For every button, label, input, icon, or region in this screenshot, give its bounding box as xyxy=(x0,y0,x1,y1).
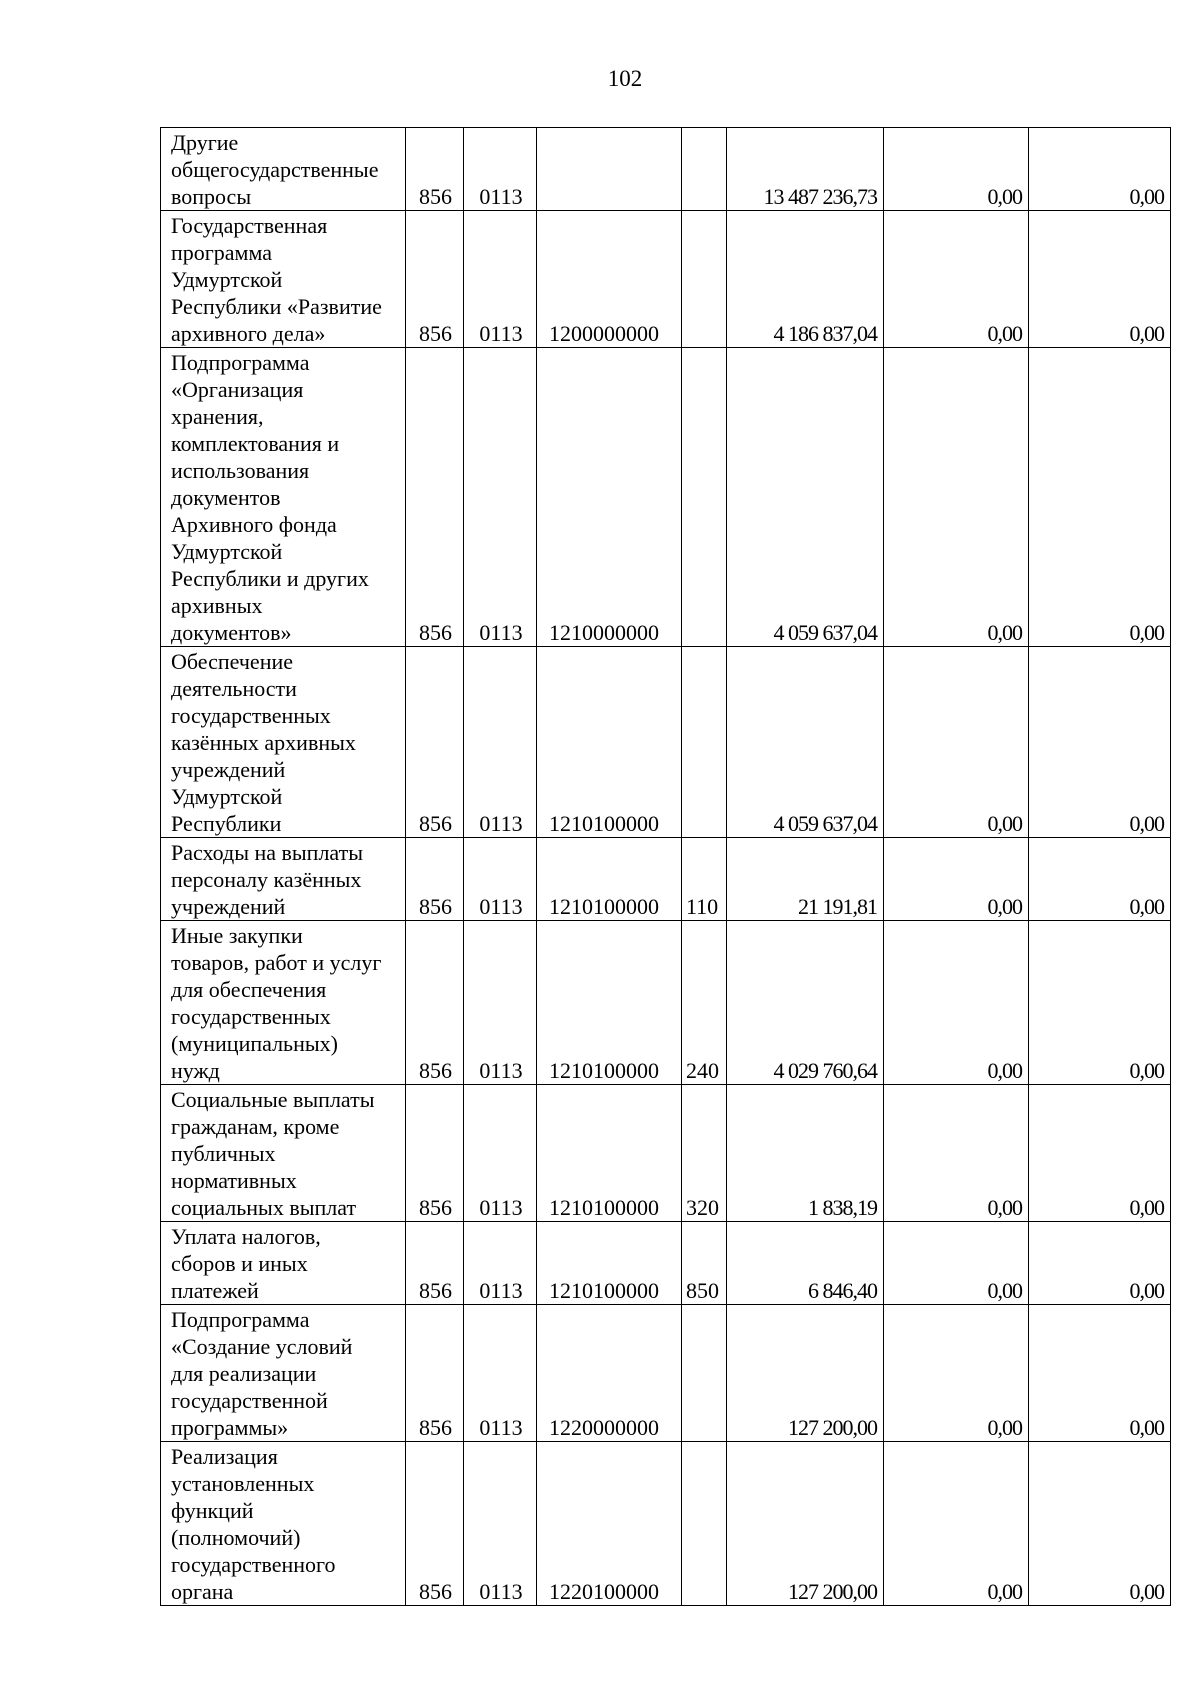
expense-type-code xyxy=(682,647,727,838)
target-article-code: 1210100000 xyxy=(537,838,682,921)
row-name xyxy=(161,128,406,211)
expense-type-code: 850 xyxy=(682,1222,727,1305)
row-name xyxy=(161,348,406,647)
row-name-line: сборов и иных xyxy=(171,1251,308,1276)
row-name xyxy=(161,921,406,1085)
row-name-line: для реализации xyxy=(171,1361,317,1386)
ved-code: 856 xyxy=(406,348,464,647)
row-name-line: Реализация xyxy=(171,1444,278,1469)
table-row xyxy=(161,128,1171,211)
section-code: 0113 xyxy=(464,838,537,921)
ved-code: 856 xyxy=(406,1085,464,1222)
row-name-line: использования xyxy=(171,458,310,483)
amount-year-1: 127 200,00 xyxy=(727,1305,884,1442)
row-name-line: архивных xyxy=(171,593,263,618)
row-name-line: функций xyxy=(171,1498,254,1523)
row-name-line: для обеспечения xyxy=(171,977,327,1002)
table-row xyxy=(161,211,1171,348)
row-name-line: органа xyxy=(171,1579,234,1604)
row-name-line: платежей xyxy=(171,1278,259,1303)
row-name-line: установленных xyxy=(171,1471,315,1496)
row-name-line: государственной xyxy=(171,1388,328,1413)
expense-type-code xyxy=(682,211,727,348)
expense-type-code xyxy=(682,1305,727,1442)
row-name-line: Иные закупки xyxy=(171,923,303,948)
row-name-line: Подпрограмма xyxy=(171,1307,310,1332)
row-name-line: учреждений xyxy=(171,894,286,919)
amount-year-2: 0,00 xyxy=(884,1442,1029,1606)
row-name-line: учреждений xyxy=(171,757,286,782)
amount-year-1: 6 846,40 xyxy=(727,1222,884,1305)
table-row xyxy=(161,1442,1171,1606)
row-name xyxy=(161,838,406,921)
section-code: 0113 xyxy=(464,921,537,1085)
row-name xyxy=(161,1442,406,1606)
expense-type-code: 320 xyxy=(682,1085,727,1222)
row-name-line: Другие xyxy=(171,130,239,155)
row-name-line: Республики xyxy=(171,811,282,836)
row-name-line: Удмуртской xyxy=(171,539,283,564)
ved-code: 856 xyxy=(406,1222,464,1305)
amount-year-3: 0,00 xyxy=(1029,348,1171,647)
table-row xyxy=(161,838,1171,921)
row-name-line: хранения, xyxy=(171,404,264,429)
expense-type-code: 240 xyxy=(682,921,727,1085)
amount-year-3: 0,00 xyxy=(1029,211,1171,348)
row-name-line: публичных xyxy=(171,1141,276,1166)
amount-year-1: 21 191,81 xyxy=(727,838,884,921)
ved-code: 856 xyxy=(406,128,464,211)
amount-year-3: 0,00 xyxy=(1029,128,1171,211)
row-name xyxy=(161,1305,406,1442)
target-article-code xyxy=(537,128,682,211)
amount-year-2: 0,00 xyxy=(884,128,1029,211)
section-code: 0113 xyxy=(464,1305,537,1442)
amount-year-3: 0,00 xyxy=(1029,1222,1171,1305)
table-row xyxy=(161,1222,1171,1305)
row-name xyxy=(161,1085,406,1222)
amount-year-3: 0,00 xyxy=(1029,921,1171,1085)
target-article-code: 1220000000 xyxy=(537,1305,682,1442)
row-name-line: нужд xyxy=(171,1058,220,1083)
table-row xyxy=(161,1085,1171,1222)
amount-year-1: 1 838,19 xyxy=(727,1085,884,1222)
expense-type-code: 110 xyxy=(682,838,727,921)
row-name-line: Расходы на выплаты xyxy=(171,840,364,865)
ved-code: 856 xyxy=(406,1305,464,1442)
row-name-line: Подпрограмма xyxy=(171,350,310,375)
row-name-line: Архивного фонда xyxy=(171,512,337,537)
row-name-line: нормативных xyxy=(171,1168,297,1193)
amount-year-2: 0,00 xyxy=(884,1222,1029,1305)
section-code: 0113 xyxy=(464,211,537,348)
row-name-line: товаров, работ и услуг xyxy=(171,950,382,975)
amount-year-2: 0,00 xyxy=(884,348,1029,647)
row-name-line: документов xyxy=(171,485,281,510)
target-article-code: 1210100000 xyxy=(537,647,682,838)
amount-year-2: 0,00 xyxy=(884,647,1029,838)
target-article-code: 1200000000 xyxy=(537,211,682,348)
table-body xyxy=(161,128,1171,1606)
expense-type-code xyxy=(682,1442,727,1606)
target-article-code: 1210000000 xyxy=(537,348,682,647)
amount-year-3: 0,00 xyxy=(1029,1305,1171,1442)
amount-year-1: 127 200,00 xyxy=(727,1442,884,1606)
row-name-line: Государственная xyxy=(171,213,328,238)
section-code: 0113 xyxy=(464,1085,537,1222)
section-code: 0113 xyxy=(464,1222,537,1305)
amount-year-2: 0,00 xyxy=(884,838,1029,921)
row-name-line: государственных xyxy=(171,703,331,728)
row-name-line: государственных xyxy=(171,1004,331,1029)
amount-year-2: 0,00 xyxy=(884,1305,1029,1442)
row-name-line: документов» xyxy=(171,620,292,645)
table-row xyxy=(161,348,1171,647)
expense-type-code xyxy=(682,128,727,211)
target-article-code: 1220100000 xyxy=(537,1442,682,1606)
expense-type-code xyxy=(682,348,727,647)
section-code: 0113 xyxy=(464,1442,537,1606)
section-code: 0113 xyxy=(464,647,537,838)
amount-year-1: 4 186 837,04 xyxy=(727,211,884,348)
table-row xyxy=(161,647,1171,838)
row-name-line: (муниципальных) xyxy=(171,1031,338,1056)
page-number: 102 xyxy=(607,66,643,91)
table-row xyxy=(161,921,1171,1085)
row-name-line: «Создание условий xyxy=(171,1334,353,1359)
ved-code: 856 xyxy=(406,1442,464,1606)
amount-year-3: 0,00 xyxy=(1029,1442,1171,1606)
target-article-code: 1210100000 xyxy=(537,921,682,1085)
row-name-line: казённых архивных xyxy=(171,730,356,755)
row-name-line: Удмуртской xyxy=(171,784,283,809)
row-name-line: Социальные выплаты xyxy=(171,1087,375,1112)
section-code: 0113 xyxy=(464,128,537,211)
row-name-line: персоналу казённых xyxy=(171,867,362,892)
ved-code: 856 xyxy=(406,838,464,921)
amount-year-1: 4 029 760,64 xyxy=(727,921,884,1085)
row-name-line: «Организация xyxy=(171,377,304,402)
row-name-line: архивного дела» xyxy=(171,321,326,346)
row-name-line: Республики и других xyxy=(171,566,369,591)
row-name-line: Удмуртской xyxy=(171,267,283,292)
row-name xyxy=(161,647,406,838)
amount-year-2: 0,00 xyxy=(884,211,1029,348)
amount-year-3: 0,00 xyxy=(1029,838,1171,921)
amount-year-3: 0,00 xyxy=(1029,647,1171,838)
amount-year-1: 4 059 637,04 xyxy=(727,348,884,647)
row-name-line: гражданам, кроме xyxy=(171,1114,340,1139)
row-name-line: программа xyxy=(171,240,273,265)
row-name-line: государственного xyxy=(171,1552,336,1577)
amount-year-2: 0,00 xyxy=(884,1085,1029,1222)
amount-year-2: 0,00 xyxy=(884,921,1029,1085)
ved-code: 856 xyxy=(406,921,464,1085)
row-name-line: (полномочий) xyxy=(171,1525,301,1550)
row-name-line: общегосударственные xyxy=(171,157,379,182)
row-name-line: Обеспечение xyxy=(171,649,293,674)
row-name-line: вопросы xyxy=(171,184,252,209)
table-row xyxy=(161,1305,1171,1442)
row-name-line: социальных выплат xyxy=(171,1195,357,1220)
amount-year-1: 4 059 637,04 xyxy=(727,647,884,838)
row-name-line: комплектования и xyxy=(171,431,340,456)
row-name-line: Уплата налогов, xyxy=(171,1224,321,1249)
budget-table xyxy=(160,127,1171,1606)
target-article-code: 1210100000 xyxy=(537,1222,682,1305)
amount-year-3: 0,00 xyxy=(1029,1085,1171,1222)
row-name-line: программы» xyxy=(171,1415,289,1440)
ved-code: 856 xyxy=(406,211,464,348)
row-name xyxy=(161,1222,406,1305)
ved-code: 856 xyxy=(406,647,464,838)
amount-year-1: 13 487 236,73 xyxy=(727,128,884,211)
section-code: 0113 xyxy=(464,348,537,647)
row-name-line: деятельности xyxy=(171,676,297,701)
row-name xyxy=(161,211,406,348)
target-article-code: 1210100000 xyxy=(537,1085,682,1222)
row-name-line: Республики «Развитие xyxy=(171,294,382,319)
